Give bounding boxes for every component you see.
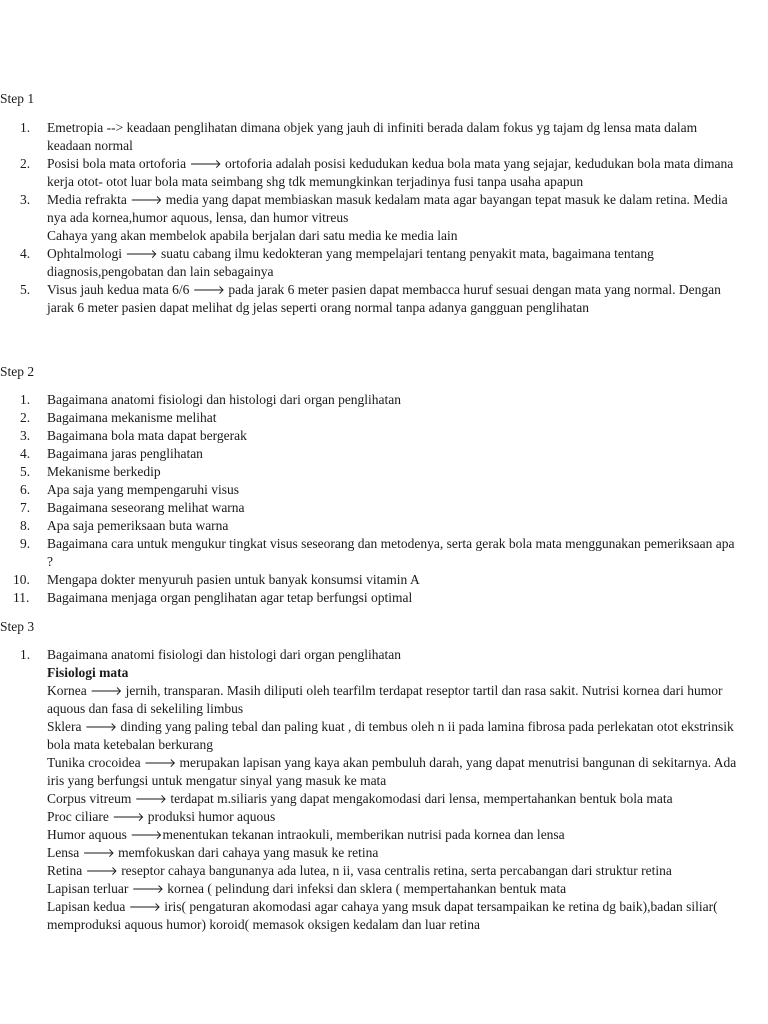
arrow-icon: 🡒 (84, 720, 118, 734)
arrow-icon: 🡒 (130, 193, 163, 207)
entry-corpus-vitreum: Corpus vitreum 🡒 terdapat m.siliaris yang dapat mengakomodasi dari lensa, mempertahankan bentuk bola mata (47, 791, 673, 806)
entry-tunika: Tunika crocoidea 🡒 merupakan lapisan yang kaya akan pembuluh darah, yang dapat menutrisi bangunan di sekitarnya. Ada iris yang berfungsi untuk mengatur sinyal yang masuk ke mata (47, 755, 737, 788)
arrow-icon: 🡒 (189, 157, 222, 171)
step3-item-title: Bagaimana anatomi fisiologi dan histologi dari organ penglihatan (47, 647, 402, 662)
step3-list (0, 646, 740, 934)
entry-sklera: Sklera 🡒 dinding yang paling tebal dan paling kuat , di tembus oleh n ii pada lamina fibrosa pada perlekatan otot ekstrinsik bola mata ketebalan berkurang (47, 719, 734, 752)
step1-heading: Step 1 (0, 91, 35, 106)
list-item: 3. Media refrakta 🡒 media yang dapat membiaskan masuk kedalam mata agar bayangan tepat masuk ke dalam retina. Media nya ada kornea,humor aquous, lensa, dan humor vitreus Cahaya yang akan membelok apabila berjalan dari satu media ke media lain (20, 192, 728, 243)
entry-proc-ciliare: Proc ciliare 🡒 produksi humor aquous (47, 809, 276, 824)
list-item: 2. Posisi bola mata ortoforia 🡒 ortoforia adalah posisi kedudukan kedua bola mata yang sejajar, kedudukan bola mata dimana kerja otot- otot luar bola mata seimbang shg tdk memungkinkan terjadinya fusi tanpa usaha apapun (20, 156, 734, 189)
entry-humor-aquous: Humor aquous 🡒menentukan tekanan intraokuli, memberikan nutrisi pada kornea dan lensa (47, 827, 565, 842)
entry-retina: Retina 🡒 reseptor cahaya bangunanya ada lutea, n ii, vasa centralis retina, serta percabangan dari struktur retina (47, 863, 672, 878)
subheading: Fisiologi mata (47, 665, 129, 680)
list-item: 4. Bagaimana jaras penglihatan (20, 446, 203, 461)
list-item: 7. Bagaimana seseorang melihat warna (20, 500, 245, 515)
list-item: 9. Bagaimana cara untuk mengukur tingkat visus seseorang dan metodenya, serta gerak bola mata menggunakan pemeriksaan apa ? (20, 536, 735, 569)
list-item: 3. Bagaimana bola mata dapat bergerak (20, 428, 247, 443)
arrow-icon: 🡒 (90, 684, 123, 698)
arrow-icon: 🡒 (134, 792, 167, 806)
arrow-icon: 🡒 (130, 828, 163, 842)
arrow-icon: 🡒 (131, 882, 164, 896)
list-item: 1. Emetropia --> keadaan penglihatan dimana objek yang jauh di infiniti berada dalam fokus yg tajam dg lensa mata dalam keadaan normal (20, 120, 698, 153)
arrow-icon: 🡒 (85, 864, 118, 878)
entry-lapisan-terluar: Lapisan terluar 🡒 kornea ( pelindung dari infeksi dan sklera ( mempertahankan bentuk mata (47, 881, 567, 896)
arrow-icon: 🡒 (192, 283, 225, 297)
list-item: 5. Mekanisme berkedip (20, 464, 161, 479)
list-item: 10. Mengapa dokter menyuruh pasien untuk banyak konsumsi vitamin A (13, 572, 420, 587)
step2-list (0, 391, 740, 607)
arrow-icon: 🡒 (128, 900, 161, 914)
step3-heading: Step 3 (0, 619, 35, 634)
entry-kornea: Kornea 🡒 jernih, transparan. Masih diliputi oleh tearfilm terdapat reseptor tartil dan rasa sakit. Nutrisi kornea dari humor aquous dan fasa di sekeliling limbus (47, 683, 723, 716)
list-item: 8. Apa saja pemeriksaan buta warna (20, 518, 229, 533)
list-item: 4. Ophtalmologi 🡒 suatu cabang ilmu kedokteran yang mempelajari tentang penyakit mata, bagaimana tentang diagnosis,pengobatan dan lain sebagainya (20, 246, 654, 279)
list-item: 5. Visus jauh kedua mata 6/6 🡒 pada jarak 6 meter pasien dapat membacca huruf sesuai dengan mata yang normal. Dengan jarak 6 meter pasien dapat melihat dg jelas seperti orang normal tanpa adanya gangguan penglihatan (20, 282, 721, 315)
arrow-icon: 🡒 (112, 810, 145, 824)
entry-lapisan-kedua: Lapisan kedua 🡒 iris( pengaturan akomodasi agar cahaya yang msuk dapat tersampaikan ke retina dg baik),badan siliar( memproduksi aquous humor) koroid( memasok oksigen kedalam dan luar retina (47, 899, 718, 932)
step2-heading: Step 2 (0, 364, 35, 379)
arrow-icon: 🡒 (125, 247, 158, 261)
list-item: 1. Bagaimana anatomi fisiologi dan histologi dari organ penglihatan Fisiologi mata Kornea 🡒 jernih, transparan. Masih diliputi oleh tearfilm terdapat reseptor tartil dan rasa sakit. Nutrisi kornea dari humor aquous dan fasa di sekeliling limbus Sklera 🡒 dinding yang paling tebal dan paling kuat , di tembus oleh n ii pada lamina fibrosa pada perlekatan otot ekstrinsik bola mata ketebalan berkurang Tunika crocoidea 🡒 merupakan lapisan yang kaya akan pembuluh darah, yang dapat menutrisi bangunan di sekitarnya. Ada iris yang berfungsi untuk mengatur sinyal yang masuk ke mata Corpus vitreum 🡒 terdapat m.siliaris yang dapat mengakomodasi dari lensa, mempertahankan bentuk bola mata Proc ciliare 🡒 produksi humor aquous Humor aquous 🡒menentukan tekanan intraokuli, memberikan nutrisi pada kornea dan lensa Lensa 🡒 memfokuskan dari cahaya yang masuk ke retina Retina 🡒 reseptor cahaya bangunanya ada lutea, n ii, vasa centralis retina, serta percabangan dari struktur retina Lapisan terluar 🡒 kornea ( pelindung dari infeksi dan sklera ( mempertahankan bentuk mata Lapisan kedua 🡒 iris( pengaturan akomodasi agar cahaya yang msuk dapat tersampaikan ke retina dg baik),badan siliar( memproduksi aquous humor) koroid( memasok oksigen kedalam dan luar retina (0, 646, 740, 934)
arrow-icon: 🡒 (82, 846, 115, 860)
list-item: 2. Bagaimana mekanisme melihat (20, 410, 217, 425)
entry-lensa: Lensa 🡒 memfokuskan dari cahaya yang masuk ke retina (47, 845, 379, 860)
arrow-icon: 🡒 (143, 756, 177, 770)
list-item: 6. Apa saja yang mempengaruhi visus (20, 482, 239, 497)
list-item: 1. Bagaimana anatomi fisiologi dan histologi dari organ penglihatan (20, 392, 402, 407)
list-item: 11. Bagaimana menjaga organ penglihatan agar tetap berfungsi optimal (13, 590, 413, 605)
step1-list (0, 119, 740, 317)
